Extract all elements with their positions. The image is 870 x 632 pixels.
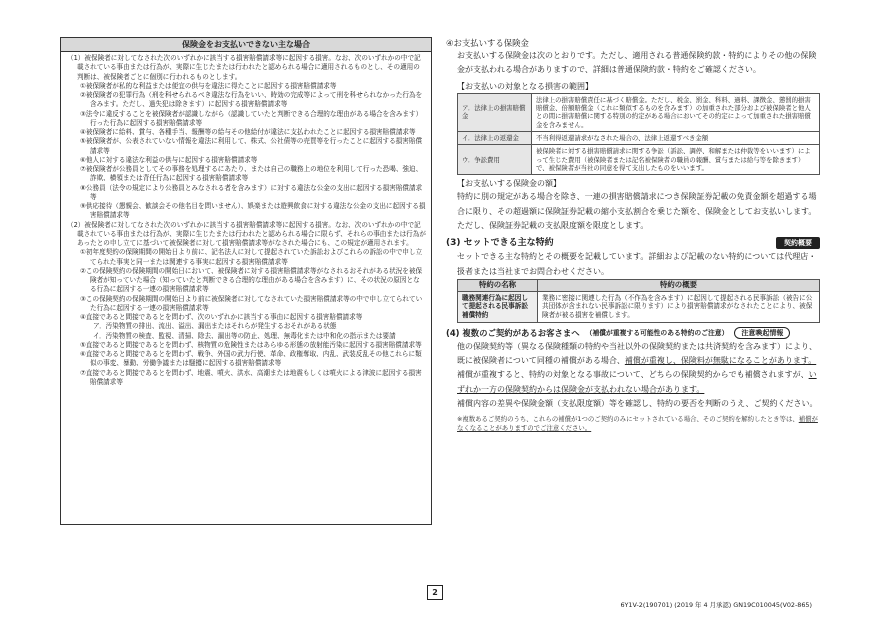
table-cell-value: 被保険者に対する損害賠償請求に関する争訟（訴訟、調停、和解または仲裁等をいいます）によって生じた費用（被保険者または記名被保険者の職員の報酬、賞与または給与等を除きます）で、被保険者が当社の同意を得て支出したものをいいます。 [532,145,820,175]
sub-list-item: ア．汚染物質の排出、流出、溢出、漏出またはそれらが発生するおそれがある状態 [93,322,337,331]
exclusion-paragraph-2: （2）被保険者に対してなされた次のいずれかに該当する損害賠償請求等に起因する損害。なお、次のいずれかの中で記載されている事由または行為が、実際に生じたまたは行われたと認められる場合に限らず、それらの事由または行為があったとの申し立てに基づいて被保険者に対して損害賠償請求等がなされた場合にも、この規定が適用されます。 [67,220,426,247]
text-span: 補償が重複すると、特約の対象となる事故について、どちらの保険契約からでも補償されますが、 [457,370,809,380]
caution-badge: 注意喚起情報 [734,327,790,339]
table-cell-value: 法律上の損害賠償責任に基づく賠償金。ただし、税金、罰金、科料、過料、課徴金、懲罰的損害賠償金、倍額賠償金（これに類似するものを含みます）の加重された部分および被保険者と他人との間に損害賠償に関する特別の約定がある場合においてその約定によって加重された損害賠償金を含みません。 [532,93,820,131]
riders-section-header [446,236,820,250]
list-item: ③法令に違反することを被保険者が認識しながら（認識していたと判断できる合理的な理由がある場合を含みます）行った行為に起因する損害賠償請求等 [80,109,423,127]
list-item: ⑧公務員（法令の規定により公務員とみなされる者を含みます）に対する違法な公金の支出に起因する損害賠償請求等 [80,183,423,201]
list-item: ④被保険者に給料、賞与、各種手当、報酬等の給与その他給付が違法に支払われたことに起因する損害賠償請求等 [80,128,416,136]
list-item: ①被保険者が私的な利益または便宜の供与を違法に得たことに起因する損害賠償請求等 [80,81,337,90]
sub-list-item: イ．汚染物質の検査、監視、清掃、除去、漏出等の防止、処理、無毒化または中和化の指示または要請 [93,331,396,340]
underlined-text: 補償がなくなることがありますのでご注意ください。 [457,414,818,432]
multiple-contracts-text-3: 補償内容の差異や保険金額（支払限度額）等を確認し、特約の要否を判断のうえ、ご契約ください。 [457,399,818,409]
exclusion-list-2 [67,248,426,387]
list-item: ①初年度契約の保険期間の開始日より前に、記名法人に対して提起されていた訴訟およびこれらの訴訟の中で申し立てられた事実と同一または関連する事実に起因する損害賠償請求等 [80,248,423,266]
multiple-contracts-subtitle: （補償が重複する可能性のある特約のご注意） [585,328,729,337]
exclusions-title: 保険金をお支払いできない主な場合 [61,38,431,52]
riders-section-text: セットできる主な特約とその概要を記載しています。詳細および記載のない特約については代理店・扱者または当社までお問合わせください。 [457,252,817,276]
list-item: ⑦被保険者が公務員としてその事務を処理するにあたり、または自己の職務上の地位を利用して行った恐喝、強迫、詐欺、横領または背任行為に起因する損害賠償請求等 [80,165,423,183]
list-item: ③この保険契約の保険期間の開始日より前に被保険者に対してなされていた損害賠償請求等の中で申し立てられていた行為に起因する一連の損害賠償請求等 [80,294,423,312]
list-item: ②この保険契約の保険期間の開始日において、被保険者に対する損害賠償請求等がなされるおそれがある状況を被保険者が知っていた場合（知っていたと判断できる合理的な理由がある場合を含みます）に、その状況の原因となる行為に起因する一連の損害賠償請求等 [80,266,423,294]
list-item: ⑤直接であると間接であるとを問わず、核物質の危険性またはあらゆる形態の放射能汚染に起因する損害賠償請求等 [80,340,422,349]
table-row [458,93,820,131]
text-span: 他の保険契約等（異なる保険種類の特約や当社以外の保険契約または共済契約を含みます）により、既に被保険者について同種の補償がある場合、 [457,341,817,365]
payment-section-text: お支払いする保険金は次のとおりです。ただし、適用される普通保険約款・特約によりその他の保険金が支払われる場合がありますので、詳細は普通保険約款・特約をご確認ください。 [457,51,817,75]
exclusion-list-1 [67,82,426,221]
multiple-contracts-title: (4) 複数のご契約があるお客さまへ [446,327,580,338]
table-row [458,291,820,322]
table-row [458,132,820,145]
column-header-name: 特約の名称 [458,280,538,292]
document-code: 6Y1V-2(190701) (2019 年 4 月承認) GN19C010045(V02-865) [620,601,812,609]
riders-table [457,279,820,322]
table-cell-key: ア．法律上の損害賠償金 [458,93,532,131]
right-column [446,37,820,433]
multiple-contracts-text-2 [446,368,820,397]
exclusion-paragraph-1: （1）被保険者に対してなされた次のいずれかに該当する損害賠償請求等に起因する損害。なお、次のいずれかの中で記載されている事由または行為が、実際に生じたまたは行われたと認められる場合に適用されるものとし、その適用の判断は、被保険者ごとに個別に行われるものとします。 [67,54,421,81]
table-row [458,145,820,175]
list-item: ⑦直接であると間接であるとを問わず、地震、噴火、洪水、高潮または地震もしくは噴火による津波に起因する損害賠償請求等 [80,368,422,386]
footnote [446,415,820,433]
list-item: ②被保険者の犯罪行為（刑を科せられるべき違法な行為をいい、時効の完成等によって刑を科せられなかった行為を含みます。ただし、過失犯は除きます）に起因する損害賠償請求等 [80,91,423,109]
text-span: ※複数あるご契約のうち、これらの補償が1つのご契約のみにセットされている場合、そのご契約を解約したとき等は、 [457,414,799,423]
riders-section-title: (3) セットできる主な特約 [446,238,554,249]
list-item: ⑥直接であると間接であるとを問わず、戦争、外国の武力行使、革命、政権奪取、内乱、武装反乱その他これらに類似の事変、暴動、労働争議または騒擾に起因する損害賠償請求等 [80,350,422,368]
underlined-text: いずれか一方の保険契約からは保険金が支払われない場合があります。 [457,370,817,394]
list-item: ⑨供応接待（懇親会、歓談会その他名目を問いません）、娯楽または遊興飲食に対する違法な公金の支出に起因する損害賠償請求等 [80,202,426,220]
list-item: ⑤被保険者が、公表されていない情報を違法に利用して、株式、公社債等の売買等を行ったことに起因する損害賠償請求等 [80,137,423,155]
table-cell-value: 不当利得返還請求がなされた場合の、法律上返還すべき金額 [532,132,820,145]
multiple-contracts-text-1 [446,340,820,369]
exclusions-box [60,37,432,525]
table-cell-key: ウ．争訟費用 [458,145,532,175]
loss-scope-table [457,93,820,175]
multiple-contracts-header [446,326,820,340]
table-cell-key: イ．法律上の返還金 [458,132,532,145]
page-number: 2 [427,585,443,600]
contract-summary-badge: 契約概要 [776,237,820,249]
list-item: ⑥他人に対する違法な利益の供与に起因する損害賠償請求等 [80,155,258,164]
amount-text: 特約に別の規定がある場合を除き、一連の損害賠償請求につき保険証券記載の免責金額を超過する場合に限り、その超過額に保険証券記載の縮小支払割合を乗じた額を、保険金としてお支払いします。ただし、保険証券記載の支払限度額を限度とします。 [457,192,817,230]
payment-section-title: ④お支払いする保険金 [446,38,529,48]
underlined-text: 補償が重複し、保険料が無駄になることがあります。 [624,356,817,365]
amount-heading: 【お支払いする保険金の額】 [457,179,561,189]
list-item: ④直接であると間接であるとを問わず、次のいずれかに該当する事由に起因する損害賠償請求等 [80,313,363,321]
rider-name: 職務関連行為に起因して提起される民事訴訟補償特約 [458,291,538,322]
loss-scope-heading: 【お支払いの対象となる損害の範囲】 [457,81,593,91]
exclusions-body [61,52,431,387]
column-header-description: 特約の概要 [538,280,820,292]
table-header-row [458,280,820,292]
rider-description: 業務に密接に関連した行為（不作為を含みます）に起因して提起される民事訴訟（被告に公共団体が含まれない民事訴訟に限ります）により損害賠償請求がなされたことにより、被保険者が被る損害を補償します。 [538,291,820,322]
